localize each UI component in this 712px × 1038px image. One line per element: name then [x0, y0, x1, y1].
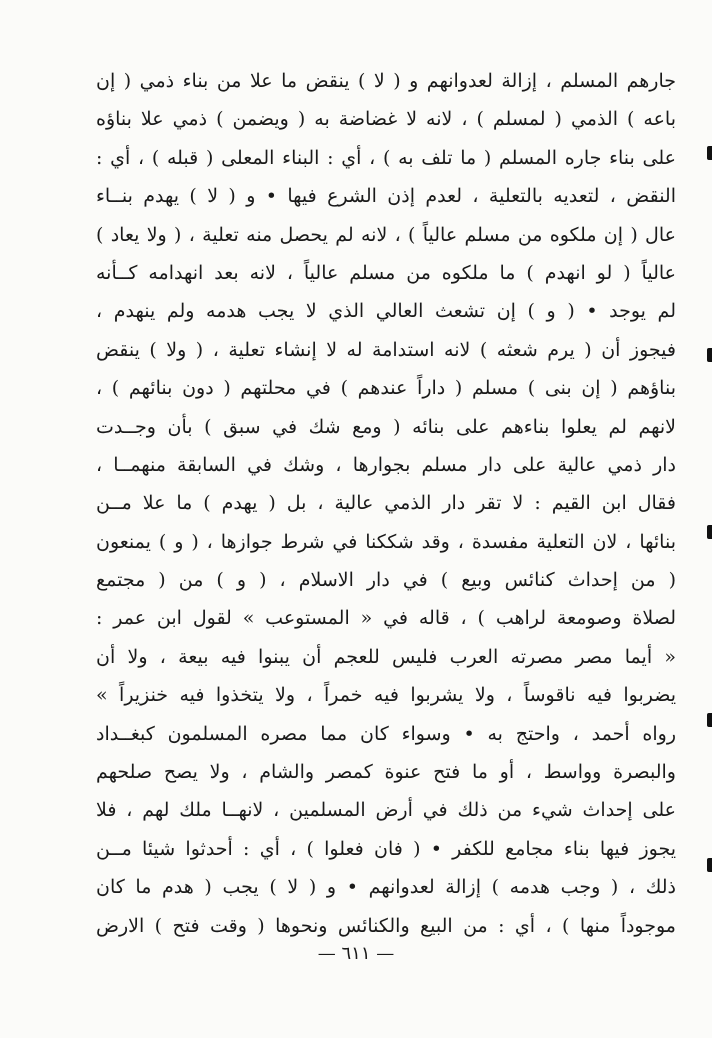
text-line: ذلك ، ( وجب هدمه ) إزالة لعدوانهم • و ( لا ) يجب ( هدم ما كان	[96, 876, 676, 899]
page-number: — ٦١١ —	[317, 943, 395, 964]
text-line: رواه أحمد ، واحتج به • وسواء كان مما مصره المسلمون كبغــداد	[96, 722, 676, 745]
text-line: والبصرة وواسط ، أو ما فتح عنوة كمصر والشام ، ولا يصح صلحهم	[96, 761, 676, 784]
text-line: فيجوز أن ( يرم شعثه ) لانه استدامة له لا إنشاء تعلية ، ( ولا ) ينقض	[96, 338, 676, 361]
text-line: ( من إحداث كنائس وبيع ) في دار الاسلام ، ( و ) من ( مجتمع	[96, 569, 676, 592]
edge-mark	[707, 348, 712, 362]
text-line: لصلاة وصومعة لراهب ) ، قاله في « المستوعب » لقول ابن عمر :	[96, 607, 676, 630]
text-line: موجوداً منها ) ، أي : من البيع والكنائس ونحوها ( وقت فتح ) الارض	[96, 914, 676, 937]
text-line: لانهم لم يعلوا بناءهم على بنائه ( ومع شك في سبق ) بأن وجــدت	[96, 415, 676, 438]
edge-mark	[707, 525, 712, 539]
text-line: عال ( إن ملكوه من مسلم عالياً ) ، لانه لم يحصل منه تعلية ، ( ولا يعاد )	[96, 223, 676, 246]
text-line: باعه ) الذمي ( لمسلم ) ، لانه لا غضاضة به ( ويضمن ) ذمي علا بناؤه	[96, 108, 676, 131]
text-line: بنائها ، لان التعلية مفسدة ، وقد شككنا في شرط جوازها ، ( و ) يمنعون	[96, 530, 676, 553]
text-line: يضربوا فيه ناقوساً ، ولا يشربوا فيه خمراً ، ولا يتخذوا فيه خنزيراً »	[96, 684, 676, 707]
text-line: لم يوجد • ( و ) إن تشعث العالي الذي لا يجب هدمه ولم ينهدم ،	[96, 300, 676, 323]
text-line: عالياً ( لو انهدم ) ما ملكوه من مسلم عالياً ، لانه بعد انهدامه كــأنه	[96, 261, 676, 284]
text-line: على إحداث شيء من ذلك في أرض المسلمين ، لانهــا ملك لهم ، فلا	[96, 799, 676, 822]
edge-mark	[707, 146, 712, 160]
text-line: النقض ، لتعديه بالتعلية ، لعدم إذن الشرع فيها • و ( لا ) يهدم بنــاء	[96, 185, 676, 208]
text-line: بناؤهم ( إن بنى ) مسلم ( داراً عندهم ) في محلتهم ( دون بنائهم ) ،	[96, 377, 676, 400]
body-text	[96, 62, 676, 945]
text-line: جارهم المسلم ، إزالة لعدوانهم و ( لا ) ينقض ما علا من بناء ذمي ( إن	[96, 70, 676, 92]
edge-mark	[707, 858, 712, 872]
edge-mark	[707, 713, 712, 727]
text-line: على بناء جاره المسلم ( ما تلف به ) ، أي : البناء المعلى ( قبله ) ، أي :	[96, 146, 676, 169]
text-line: يجوز فيها بناء مجامع للكفر • ( فان فعلوا ) ، أي : أحدثوا شيئا مــن	[96, 837, 676, 860]
text-line: « أيما مصر مصرته العرب فليس للعجم أن يبنوا فيه بيعة ، ولا أن	[96, 645, 676, 668]
text-line: دار ذمي عالية على دار مسلم بجوارها ، وشك في السابقة منهمــا ،	[96, 453, 676, 476]
text-line: فقال ابن القيم : لا تقر دار الذمي عالية ، بل ( يهدم ) ما علا مــن	[96, 492, 676, 515]
